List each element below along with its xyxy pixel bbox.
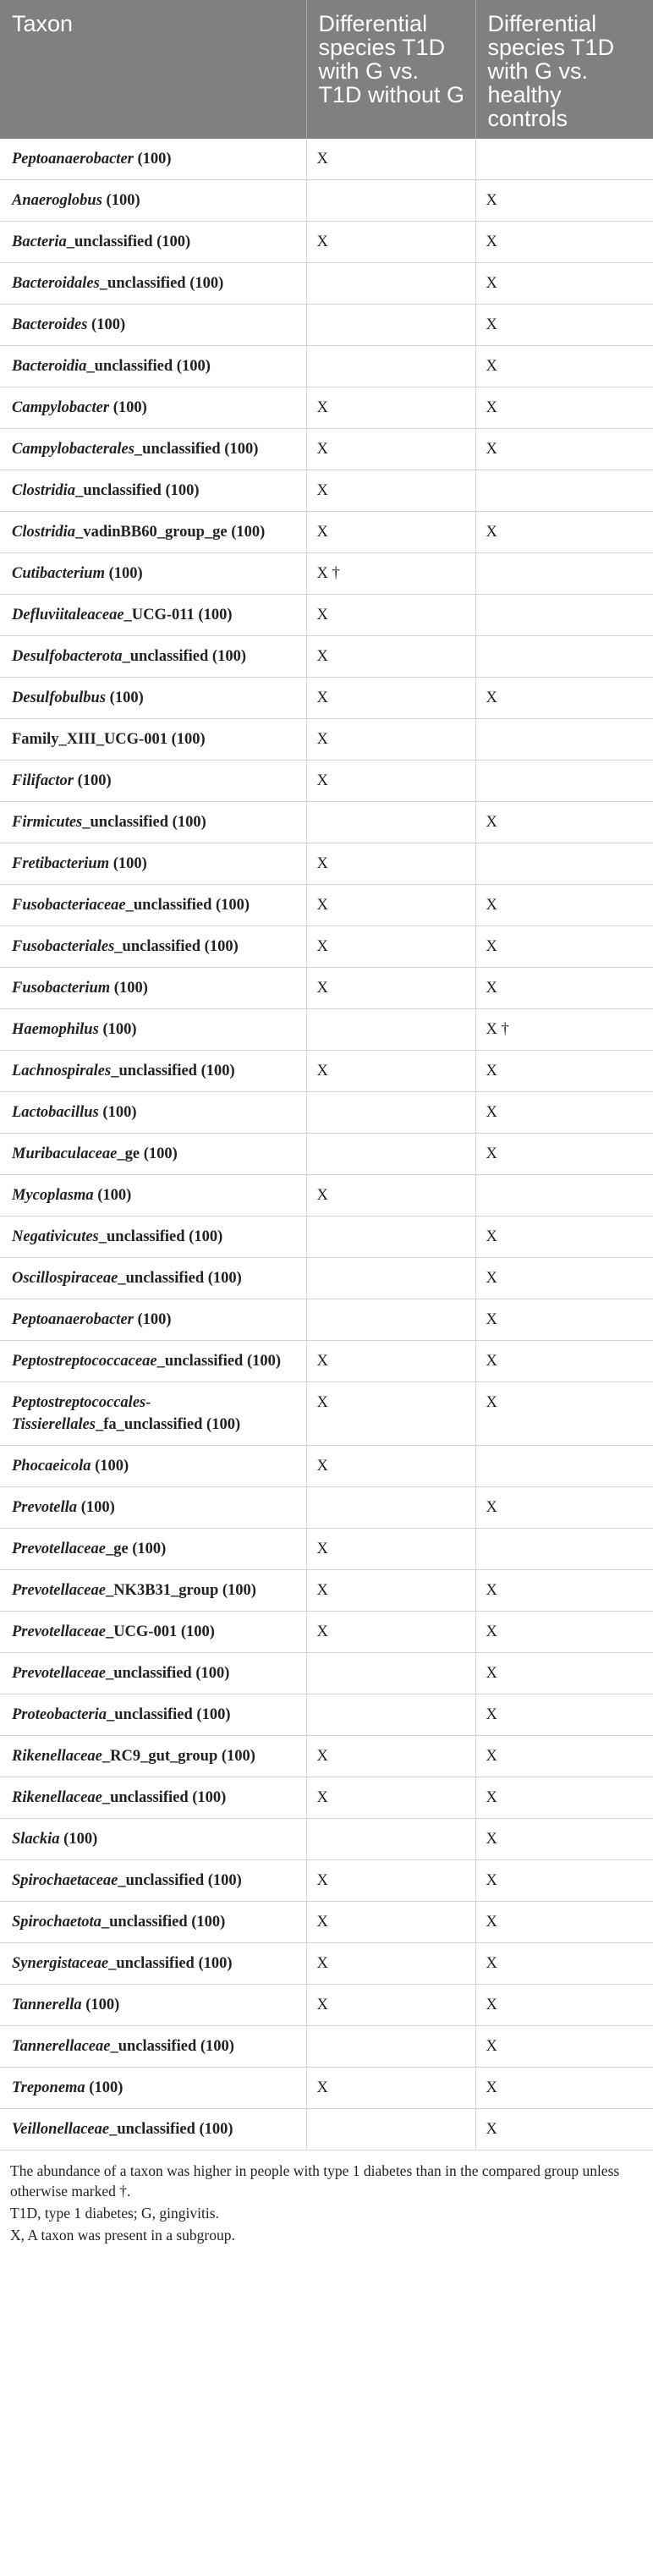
mark-g-vs-no-g: X bbox=[306, 843, 475, 885]
mark-g-vs-healthy: X bbox=[475, 180, 653, 222]
taxon-cell bbox=[0, 1382, 306, 1446]
taxon-name: Desulfobulbus bbox=[12, 689, 107, 706]
taxon-cell bbox=[0, 968, 306, 1009]
mark-g-vs-healthy: X bbox=[475, 512, 653, 553]
taxon-name: Negativicutes bbox=[12, 1228, 99, 1245]
mark-g-vs-healthy: X bbox=[475, 1943, 653, 1985]
taxon-cell bbox=[0, 1943, 306, 1985]
mark-g-vs-no-g: X bbox=[306, 1446, 475, 1487]
taxon-name: Tannerellaceae bbox=[12, 2038, 111, 2055]
table-row bbox=[0, 180, 653, 222]
mark-g-vs-no-g: X bbox=[306, 1736, 475, 1777]
taxon-name: Treponema bbox=[12, 2079, 85, 2096]
taxon-cell bbox=[0, 1570, 306, 1612]
taxon-suffix: _unclassified (100) bbox=[108, 1955, 233, 1972]
taxon-name: Synergistaceae bbox=[12, 1955, 109, 1972]
table-row bbox=[0, 885, 653, 926]
taxon-cell bbox=[0, 470, 306, 512]
mark-g-vs-no-g: X † bbox=[306, 553, 475, 595]
table-row bbox=[0, 429, 653, 470]
mark-g-vs-healthy: X bbox=[475, 263, 653, 305]
mark-g-vs-no-g: X bbox=[306, 719, 475, 761]
mark-g-vs-healthy bbox=[475, 1446, 653, 1487]
taxon-suffix: (100) bbox=[85, 2079, 123, 2096]
taxon-suffix: _unclassified (100) bbox=[102, 1789, 227, 1806]
taxon-cell bbox=[0, 346, 306, 387]
taxon-cell bbox=[0, 1446, 306, 1487]
mark-g-vs-healthy: X bbox=[475, 305, 653, 346]
taxon-name: Fusobacterium bbox=[12, 980, 111, 997]
mark-g-vs-healthy: X bbox=[475, 1985, 653, 2026]
mark-g-vs-no-g bbox=[306, 346, 475, 387]
taxon-name: Phocaeicola bbox=[12, 1458, 91, 1475]
taxon-name: Campylobacter bbox=[12, 399, 110, 416]
table-row bbox=[0, 1341, 653, 1382]
taxon-name: Prevotellaceae bbox=[12, 1623, 106, 1640]
taxon-name: Peptoanaerobacter bbox=[12, 1311, 134, 1328]
mark-g-vs-healthy: X bbox=[475, 1382, 653, 1446]
mark-g-vs-no-g: X bbox=[306, 222, 475, 263]
taxon-cell bbox=[0, 263, 306, 305]
taxon-suffix: _unclassified (100) bbox=[109, 2121, 233, 2138]
taxon-cell bbox=[0, 180, 306, 222]
taxon-cell bbox=[0, 429, 306, 470]
taxon-name: Spirochaetota bbox=[12, 1914, 102, 1931]
mark-g-vs-healthy bbox=[475, 761, 653, 802]
table-row bbox=[0, 139, 653, 180]
mark-g-vs-no-g bbox=[306, 1299, 475, 1341]
taxon-cell bbox=[0, 1258, 306, 1299]
taxon-suffix: _RC9_gut_group (100) bbox=[102, 1748, 255, 1765]
taxon-suffix: _unclassified (100) bbox=[75, 482, 200, 499]
taxon-name: Muribaculaceae bbox=[12, 1145, 118, 1162]
footnote-abbreviations: T1D, type 1 diabetes; G, gingivitis. bbox=[10, 2205, 219, 2222]
mark-g-vs-no-g bbox=[306, 1217, 475, 1258]
taxon-name: Fusobacteriaceae bbox=[12, 897, 126, 914]
taxon-name: Clostridia bbox=[12, 482, 76, 499]
mark-g-vs-no-g bbox=[306, 1819, 475, 1860]
taxon-cell bbox=[0, 1051, 306, 1092]
taxon-cell bbox=[0, 1736, 306, 1777]
taxon-name: Rikenellaceae bbox=[12, 1748, 102, 1765]
taxon-suffix: _unclassified (100) bbox=[122, 648, 246, 665]
taxon-name: Spirochaetaceae bbox=[12, 1872, 118, 1889]
header-taxon: Taxon bbox=[0, 0, 306, 139]
taxon-suffix: (100) bbox=[59, 1831, 98, 1848]
taxon-cell bbox=[0, 1985, 306, 2026]
mark-g-vs-no-g: X bbox=[306, 1341, 475, 1382]
table-row bbox=[0, 222, 653, 263]
taxon-suffix: _unclassified (100) bbox=[86, 358, 211, 375]
mark-g-vs-no-g bbox=[306, 1258, 475, 1299]
mark-g-vs-no-g bbox=[306, 305, 475, 346]
mark-g-vs-healthy: X bbox=[475, 1051, 653, 1092]
mark-g-vs-healthy: X bbox=[475, 1487, 653, 1529]
mark-g-vs-healthy: X bbox=[475, 1341, 653, 1382]
taxon-suffix: _unclassified (100) bbox=[101, 1914, 226, 1931]
mark-g-vs-healthy: X bbox=[475, 1777, 653, 1819]
taxon-suffix: _ge (100) bbox=[105, 1541, 167, 1557]
table-row bbox=[0, 761, 653, 802]
taxon-name: Slackia bbox=[12, 1831, 60, 1848]
mark-g-vs-healthy: X bbox=[475, 926, 653, 968]
mark-g-vs-no-g: X bbox=[306, 968, 475, 1009]
mark-g-vs-healthy: X bbox=[475, 1092, 653, 1134]
table-row bbox=[0, 926, 653, 968]
mark-g-vs-no-g: X bbox=[306, 595, 475, 636]
taxon-cell bbox=[0, 1217, 306, 1258]
table-row bbox=[0, 263, 653, 305]
taxon-suffix: (100) bbox=[109, 399, 147, 416]
mark-g-vs-healthy: X bbox=[475, 1653, 653, 1694]
mark-g-vs-no-g: X bbox=[306, 636, 475, 678]
table-row bbox=[0, 470, 653, 512]
taxon-cell bbox=[0, 1487, 306, 1529]
taxon-suffix: (100) bbox=[106, 689, 144, 706]
taxon-name: Lactobacillus bbox=[12, 1104, 99, 1121]
mark-g-vs-no-g bbox=[306, 1092, 475, 1134]
taxon-cell bbox=[0, 553, 306, 595]
mark-g-vs-healthy bbox=[475, 636, 653, 678]
taxon-name: Firmicutes bbox=[12, 814, 83, 831]
mark-g-vs-no-g bbox=[306, 1134, 475, 1175]
taxon-name: Peptostreptococcales-Tissierellales bbox=[12, 1394, 151, 1433]
table-row bbox=[0, 553, 653, 595]
taxon-cell bbox=[0, 1009, 306, 1051]
taxon-name: Peptostreptococcaceae bbox=[12, 1353, 157, 1370]
taxon-name: Fretibacterium bbox=[12, 855, 110, 872]
taxon-suffix: (100) bbox=[93, 1187, 132, 1204]
taxon-suffix: (100) bbox=[133, 151, 172, 168]
mark-g-vs-no-g: X bbox=[306, 1943, 475, 1985]
taxon-suffix: (100) bbox=[87, 316, 126, 333]
taxon-cell bbox=[0, 1092, 306, 1134]
taxon-name: Bacteroidales bbox=[12, 275, 100, 292]
taxon-name: Clostridia bbox=[12, 524, 76, 541]
taxon-name: Mycoplasma bbox=[12, 1187, 94, 1204]
taxon-cell bbox=[0, 885, 306, 926]
taxon-suffix: Family_XIII_UCG-001 (100) bbox=[12, 731, 206, 748]
mark-g-vs-healthy bbox=[475, 719, 653, 761]
mark-g-vs-healthy bbox=[475, 1175, 653, 1217]
taxon-suffix: (100) bbox=[98, 1021, 137, 1038]
taxon-name: Prevotella bbox=[12, 1499, 78, 1516]
mark-g-vs-healthy bbox=[475, 470, 653, 512]
taxon-name: Bacteria bbox=[12, 233, 67, 250]
table-row bbox=[0, 636, 653, 678]
taxon-suffix: _fa_unclassified (100) bbox=[96, 1416, 241, 1433]
mark-g-vs-healthy: X † bbox=[475, 1009, 653, 1051]
taxon-cell bbox=[0, 1341, 306, 1382]
taxon-cell bbox=[0, 1777, 306, 1819]
mark-g-vs-healthy bbox=[475, 843, 653, 885]
mark-g-vs-no-g: X bbox=[306, 1051, 475, 1092]
table-row bbox=[0, 719, 653, 761]
table-row bbox=[0, 1382, 653, 1446]
taxon-suffix: _unclassified (100) bbox=[110, 2038, 234, 2055]
taxon-suffix: _unclassified (100) bbox=[118, 1872, 242, 1889]
taxon-name: Prevotellaceae bbox=[12, 1541, 106, 1557]
table-row bbox=[0, 1777, 653, 1819]
table-header bbox=[0, 0, 653, 139]
taxon-suffix: (100) bbox=[77, 1499, 115, 1516]
taxon-cell bbox=[0, 1694, 306, 1736]
mark-g-vs-no-g bbox=[306, 802, 475, 843]
mark-g-vs-healthy: X bbox=[475, 885, 653, 926]
mark-g-vs-healthy: X bbox=[475, 222, 653, 263]
mark-g-vs-no-g: X bbox=[306, 1382, 475, 1446]
taxon-suffix: _unclassified (100) bbox=[111, 1063, 235, 1079]
table-footnotes bbox=[0, 2150, 653, 2245]
mark-g-vs-no-g bbox=[306, 1694, 475, 1736]
table-row bbox=[0, 512, 653, 553]
header-row bbox=[0, 0, 653, 139]
taxon-suffix: (100) bbox=[105, 565, 143, 582]
taxon-cell bbox=[0, 2109, 306, 2150]
taxon-name: Haemophilus bbox=[12, 1021, 99, 1038]
table-row bbox=[0, 1175, 653, 1217]
taxon-suffix: (100) bbox=[133, 1311, 172, 1328]
table-row bbox=[0, 2026, 653, 2068]
mark-g-vs-no-g: X bbox=[306, 512, 475, 553]
taxon-name: Prevotellaceae bbox=[12, 1665, 106, 1682]
mark-g-vs-healthy: X bbox=[475, 1258, 653, 1299]
taxon-cell bbox=[0, 1612, 306, 1653]
mark-g-vs-healthy: X bbox=[475, 1694, 653, 1736]
taxon-name: Cutibacterium bbox=[12, 565, 105, 582]
taxon-name: Bacteroidia bbox=[12, 358, 87, 375]
taxon-cell bbox=[0, 719, 306, 761]
mark-g-vs-no-g: X bbox=[306, 139, 475, 180]
taxon-suffix: (100) bbox=[109, 855, 147, 872]
table-row bbox=[0, 968, 653, 1009]
taxon-suffix: _vadinBB60_group_ge (100) bbox=[75, 524, 266, 541]
table-row bbox=[0, 1446, 653, 1487]
taxon-suffix: _unclassified (100) bbox=[125, 897, 250, 914]
table-row bbox=[0, 1258, 653, 1299]
table-row bbox=[0, 2068, 653, 2109]
taxon-name: Oscillospiraceae bbox=[12, 1270, 118, 1287]
mark-g-vs-no-g: X bbox=[306, 926, 475, 968]
taxon-suffix: (100) bbox=[73, 772, 112, 789]
table-row bbox=[0, 1902, 653, 1943]
mark-g-vs-no-g: X bbox=[306, 429, 475, 470]
footnote-abundance: The abundance of a taxon was higher in people with type 1 diabetes than in the compared group unless otherwise marked †. bbox=[10, 2162, 620, 2200]
mark-g-vs-no-g: X bbox=[306, 1860, 475, 1902]
mark-g-vs-healthy: X bbox=[475, 1902, 653, 1943]
mark-g-vs-no-g: X bbox=[306, 1612, 475, 1653]
mark-g-vs-no-g bbox=[306, 1653, 475, 1694]
table-row bbox=[0, 1819, 653, 1860]
mark-g-vs-no-g bbox=[306, 2109, 475, 2150]
mark-g-vs-no-g: X bbox=[306, 1902, 475, 1943]
table-row bbox=[0, 1860, 653, 1902]
taxon-cell bbox=[0, 305, 306, 346]
taxon-name: Bacteroides bbox=[12, 316, 88, 333]
taxon-name: Filifactor bbox=[12, 772, 74, 789]
taxon-suffix: _unclassified (100) bbox=[156, 1353, 282, 1370]
table-row bbox=[0, 1570, 653, 1612]
taxon-name: Campylobacterales bbox=[12, 441, 134, 458]
mark-g-vs-no-g: X bbox=[306, 470, 475, 512]
mark-g-vs-no-g bbox=[306, 2026, 475, 2068]
mark-g-vs-healthy: X bbox=[475, 387, 653, 429]
mark-g-vs-healthy: X bbox=[475, 2026, 653, 2068]
table-row bbox=[0, 595, 653, 636]
taxon-cell bbox=[0, 595, 306, 636]
taxon-name: Fusobacteriales bbox=[12, 938, 115, 955]
mark-g-vs-healthy: X bbox=[475, 1299, 653, 1341]
header-g-vs-healthy: Differential species T1D with G vs. healthy controls bbox=[475, 0, 653, 139]
taxon-name: Defluviitaleaceae bbox=[12, 607, 124, 623]
mark-g-vs-healthy: X bbox=[475, 429, 653, 470]
taxon-name: Anaeroglobus bbox=[12, 192, 102, 209]
mark-g-vs-no-g: X bbox=[306, 1570, 475, 1612]
taxon-name: Peptoanaerobacter bbox=[12, 151, 134, 168]
taxon-cell bbox=[0, 678, 306, 719]
table-row bbox=[0, 1299, 653, 1341]
taxon-name: Proteobacteria bbox=[12, 1706, 107, 1723]
table-row bbox=[0, 346, 653, 387]
taxon-suffix: _unclassified (100) bbox=[99, 275, 224, 292]
mark-g-vs-healthy bbox=[475, 139, 653, 180]
table-row bbox=[0, 1217, 653, 1258]
table-row bbox=[0, 1943, 653, 1985]
table-row bbox=[0, 2109, 653, 2150]
taxon-cell bbox=[0, 1902, 306, 1943]
taxon-suffix: (100) bbox=[91, 1458, 129, 1475]
mark-g-vs-no-g: X bbox=[306, 885, 475, 926]
taxon-name: Tannerella bbox=[12, 1997, 82, 2013]
mark-g-vs-healthy: X bbox=[475, 1570, 653, 1612]
taxon-cell bbox=[0, 1175, 306, 1217]
mark-g-vs-healthy: X bbox=[475, 1217, 653, 1258]
taxon-cell bbox=[0, 1529, 306, 1570]
table-row bbox=[0, 305, 653, 346]
taxon-cell bbox=[0, 802, 306, 843]
taxon-name: Desulfobacterota bbox=[12, 648, 123, 665]
table-row bbox=[0, 1134, 653, 1175]
footnote-x-legend: X, A taxon was present in a subgroup. bbox=[10, 2227, 235, 2244]
mark-g-vs-healthy: X bbox=[475, 2109, 653, 2150]
mark-g-vs-no-g: X bbox=[306, 1529, 475, 1570]
taxon-suffix: _UCG-011 (100) bbox=[123, 607, 233, 623]
mark-g-vs-no-g: X bbox=[306, 387, 475, 429]
mark-g-vs-no-g bbox=[306, 1487, 475, 1529]
mark-g-vs-no-g bbox=[306, 180, 475, 222]
mark-g-vs-no-g: X bbox=[306, 2068, 475, 2109]
table-row bbox=[0, 1487, 653, 1529]
taxon-cell bbox=[0, 636, 306, 678]
table-row bbox=[0, 1694, 653, 1736]
table-row bbox=[0, 387, 653, 429]
taxon-suffix: _unclassified (100) bbox=[118, 1270, 242, 1287]
table-row bbox=[0, 1051, 653, 1092]
taxon-suffix: _NK3B31_group (100) bbox=[105, 1582, 256, 1599]
taxon-cell bbox=[0, 2026, 306, 2068]
taxon-suffix: _unclassified (100) bbox=[105, 1665, 230, 1682]
table-row bbox=[0, 1092, 653, 1134]
mark-g-vs-no-g: X bbox=[306, 1175, 475, 1217]
taxon-cell bbox=[0, 761, 306, 802]
mark-g-vs-healthy: X bbox=[475, 802, 653, 843]
taxon-name: Lachnospirales bbox=[12, 1063, 112, 1079]
taxon-cell bbox=[0, 926, 306, 968]
mark-g-vs-healthy: X bbox=[475, 346, 653, 387]
mark-g-vs-healthy: X bbox=[475, 678, 653, 719]
taxon-name: Veillonellaceae bbox=[12, 2121, 110, 2138]
taxon-suffix: _unclassified (100) bbox=[114, 938, 239, 955]
mark-g-vs-no-g: X bbox=[306, 1985, 475, 2026]
table-row bbox=[0, 1985, 653, 2026]
table-row bbox=[0, 802, 653, 843]
taxon-suffix: _UCG-001 (100) bbox=[105, 1623, 215, 1640]
table-body bbox=[0, 139, 653, 2150]
mark-g-vs-healthy: X bbox=[475, 1819, 653, 1860]
taxon-suffix: _unclassified (100) bbox=[107, 1706, 231, 1723]
taxon-cell bbox=[0, 843, 306, 885]
taxon-cell bbox=[0, 512, 306, 553]
mark-g-vs-healthy bbox=[475, 1529, 653, 1570]
taxon-suffix: (100) bbox=[102, 192, 140, 209]
mark-g-vs-no-g bbox=[306, 1009, 475, 1051]
table-row bbox=[0, 1612, 653, 1653]
mark-g-vs-healthy: X bbox=[475, 968, 653, 1009]
taxon-suffix: _ge (100) bbox=[117, 1145, 178, 1162]
header-g-vs-no-g: Differential species T1D with G vs. T1D without G bbox=[306, 0, 475, 139]
taxon-cell bbox=[0, 1819, 306, 1860]
taxon-suffix: _unclassified (100) bbox=[134, 441, 259, 458]
taxon-cell bbox=[0, 387, 306, 429]
taxon-cell bbox=[0, 1860, 306, 1902]
taxon-cell bbox=[0, 222, 306, 263]
mark-g-vs-no-g bbox=[306, 263, 475, 305]
taxon-cell bbox=[0, 2068, 306, 2109]
taxon-cell bbox=[0, 139, 306, 180]
taxon-cell bbox=[0, 1653, 306, 1694]
mark-g-vs-no-g: X bbox=[306, 761, 475, 802]
taxon-suffix: _unclassified (100) bbox=[82, 814, 206, 831]
taxon-cell bbox=[0, 1299, 306, 1341]
table-row bbox=[0, 1009, 653, 1051]
taxon-suffix: (100) bbox=[110, 980, 148, 997]
table-row bbox=[0, 678, 653, 719]
table-row bbox=[0, 1653, 653, 1694]
taxon-name: Rikenellaceae bbox=[12, 1789, 102, 1806]
table-row bbox=[0, 1736, 653, 1777]
mark-g-vs-healthy: X bbox=[475, 1612, 653, 1653]
table-row bbox=[0, 1529, 653, 1570]
taxon-suffix: (100) bbox=[81, 1997, 120, 2013]
mark-g-vs-healthy: X bbox=[475, 2068, 653, 2109]
mark-g-vs-healthy: X bbox=[475, 1860, 653, 1902]
mark-g-vs-no-g: X bbox=[306, 678, 475, 719]
mark-g-vs-no-g: X bbox=[306, 1777, 475, 1819]
mark-g-vs-healthy bbox=[475, 553, 653, 595]
taxon-suffix: (100) bbox=[98, 1104, 137, 1121]
taxon-cell bbox=[0, 1134, 306, 1175]
taxon-suffix: _unclassified (100) bbox=[98, 1228, 223, 1245]
mark-g-vs-healthy: X bbox=[475, 1134, 653, 1175]
mark-g-vs-healthy bbox=[475, 595, 653, 636]
taxon-name: Prevotellaceae bbox=[12, 1582, 106, 1599]
table-row bbox=[0, 843, 653, 885]
mark-g-vs-healthy: X bbox=[475, 1736, 653, 1777]
taxon-suffix: _unclassified (100) bbox=[66, 233, 191, 250]
